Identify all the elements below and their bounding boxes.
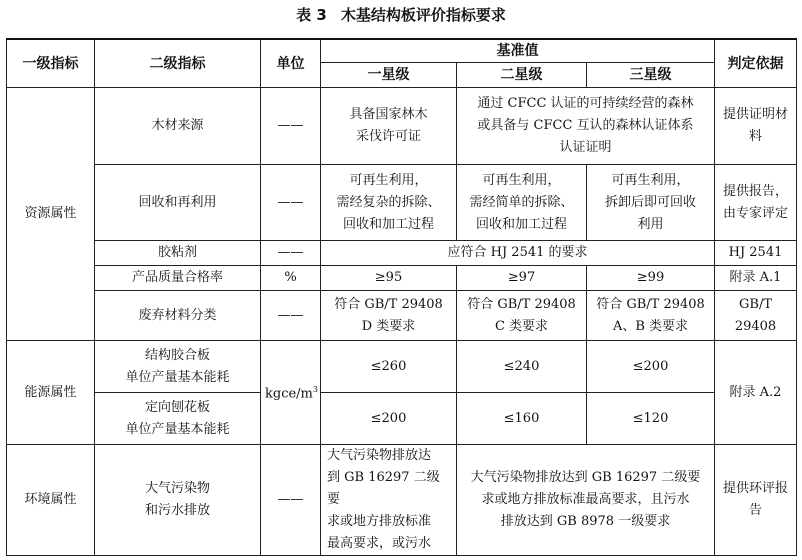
indicator-wood-source: 木材来源: [95, 88, 261, 165]
header-level2: 二级指标: [95, 39, 261, 88]
basis-energy: 附录 A.2: [715, 341, 797, 445]
category-environment: 环境属性: [7, 445, 95, 556]
waste-star2: 符合 GB/T 29408 C 类要求: [457, 291, 587, 341]
quality-star3: ≥99: [587, 266, 715, 291]
table-row-emission: [7, 445, 797, 556]
basis-wood-source: 提供证明材料: [715, 88, 797, 165]
table-caption: 木基结构板评价指标要求: [340, 6, 506, 24]
header-star3: 三星级: [587, 63, 715, 88]
indicator-recycle: 回收和再利用: [95, 165, 261, 241]
table-row-wood-source: [7, 88, 797, 165]
table-title: [0, 4, 802, 26]
category-energy: 能源属性: [7, 341, 95, 445]
table-row-energy-osb: [7, 393, 797, 445]
unit-wood-source: ——: [261, 88, 321, 165]
energy-plywood-star3: ≤200: [587, 341, 715, 393]
quality-star1: ≥95: [321, 266, 457, 291]
unit-energy: kgce/$m^3$: [261, 341, 321, 445]
basis-emission: 提供环评报告: [715, 445, 797, 556]
emission-star1: 大气污染物排放达 到 GB 16297 二级要 求或地方排放标准 最高要求，或污水: [321, 445, 457, 556]
indicator-energy-plywood: 结构胶合板 单位产量基本能耗: [95, 341, 261, 393]
indicator-energy-osb: 定向刨花板 单位产量基本能耗: [95, 393, 261, 445]
energy-plywood-star2: ≤240: [457, 341, 587, 393]
adhesive-requirement: 应符合 HJ 2541 的要求: [321, 241, 715, 266]
table-row-adhesive: [7, 241, 797, 266]
emission-star23: 大气污染物排放达到 GB 16297 二级要 求或地方排放标准最高要求，且污水 排放达到 GB 8978 一级要求: [457, 445, 715, 556]
indicator-emission: 大气污染物 和污水排放: [95, 445, 261, 556]
unit-recycle: ——: [261, 165, 321, 241]
unit-waste: ——: [261, 291, 321, 341]
waste-star1: 符合 GB/T 29408 D 类要求: [321, 291, 457, 341]
recycle-star2: 可再生利用， 需经简单的拆除、 回收和加工过程: [457, 165, 587, 241]
table-number: 表 3: [296, 6, 327, 24]
header-star2: 二星级: [457, 63, 587, 88]
energy-plywood-star1: ≤260: [321, 341, 457, 393]
quality-star2: ≥97: [457, 266, 587, 291]
table-row-waste: [7, 291, 797, 341]
header-row-1: [7, 39, 797, 63]
recycle-star1: 可再生利用， 需经复杂的拆除、 回收和加工过程: [321, 165, 457, 241]
unit-quality: %: [261, 266, 321, 291]
unit-adhesive: ——: [261, 241, 321, 266]
basis-waste: GB/T 29408: [715, 291, 797, 341]
energy-osb-star1: ≤200: [321, 393, 457, 445]
table-row-quality: [7, 266, 797, 291]
wood-source-star1: 具备国家林木 采伐许可证: [321, 88, 457, 165]
wood-source-star23: 通过 CFCC 认证的可持续经营的森林 或具备与 CFCC 互认的森林认证体系 认证证明: [457, 88, 715, 165]
basis-adhesive: HJ 2541: [715, 241, 797, 266]
table-row-recycle: [7, 165, 797, 241]
waste-star3: 符合 GB/T 29408 A、B 类要求: [587, 291, 715, 341]
recycle-star3: 可再生利用， 拆卸后即可回收 利用: [587, 165, 715, 241]
energy-osb-star3: ≤120: [587, 393, 715, 445]
basis-recycle: 提供报告， 由专家评定: [715, 165, 797, 241]
indicator-quality: 产品质量合格率: [95, 266, 261, 291]
header-level1: 一级指标: [7, 39, 95, 88]
header-benchmark: 基准值: [321, 39, 715, 63]
header-basis: 判定依据: [715, 39, 797, 88]
table-row-energy-plywood: [7, 341, 797, 393]
header-star1: 一星级: [321, 63, 457, 88]
unit-emission: ——: [261, 445, 321, 556]
energy-osb-star2: ≤160: [457, 393, 587, 445]
header-unit: 单位: [261, 39, 321, 88]
indicator-adhesive: 胶粘剂: [95, 241, 261, 266]
category-resource: 资源属性: [7, 88, 95, 341]
indicator-waste: 废弃材料分类: [95, 291, 261, 341]
evaluation-table: [6, 38, 797, 556]
basis-quality: 附录 A.1: [715, 266, 797, 291]
